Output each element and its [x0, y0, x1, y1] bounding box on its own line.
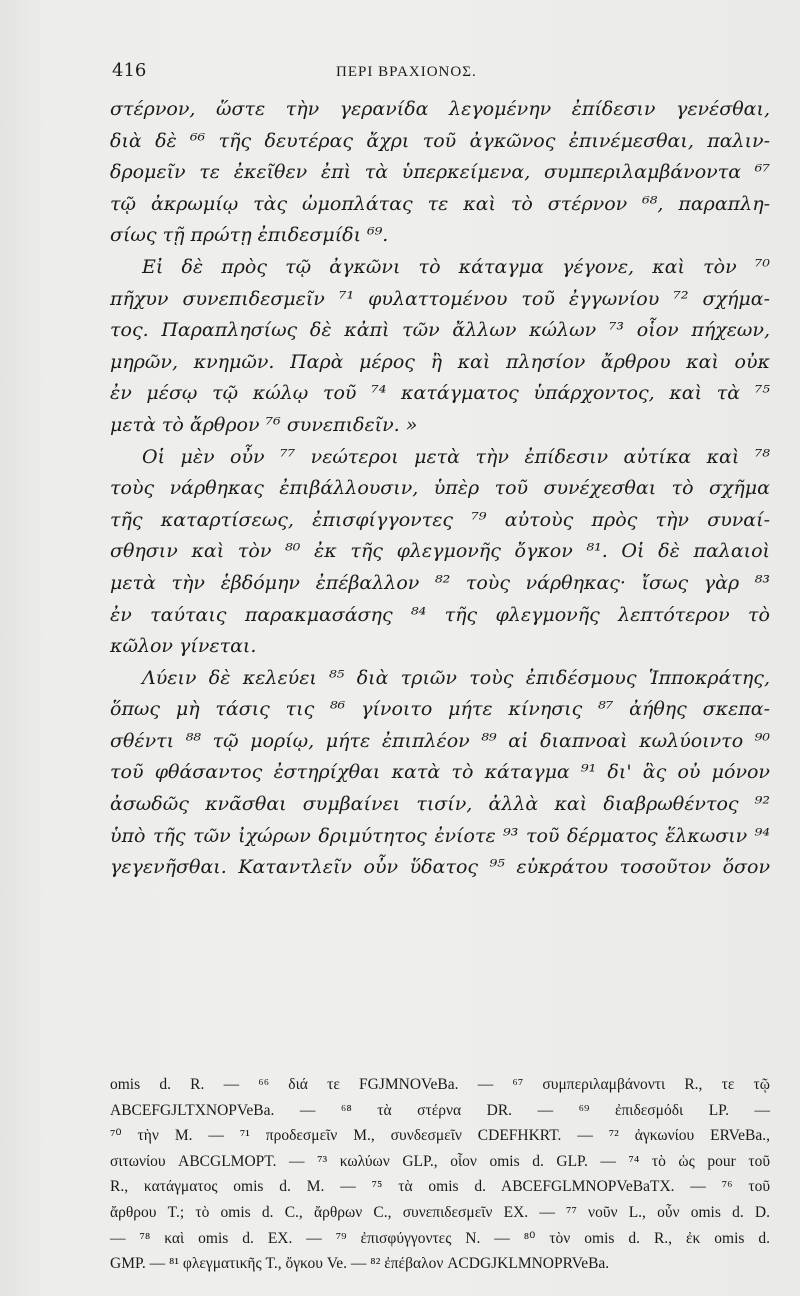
text-line: ἐν ταύταις παρακμασάσης ⁸⁴ τῆς φλεγμονῆς λεπτότερον τὸ [110, 603, 770, 626]
text-line: σθησιν καὶ τὸν ⁸⁰ ἐκ τῆς φλεγμονῆς ὄγκον ⁸¹. Οἱ δὲ παλαιοὶ [110, 540, 770, 563]
text-line: τος. Παραπλησίως δὲ κἀπὶ τῶν ἄλλων κώλων ⁷³ οἷον πήχεων, [110, 319, 770, 342]
paragraph-start-line: Εἰ δὲ πρὸς τῷ ἀγκῶνι τὸ κάταγμα γέγονε, καὶ τὸν ⁷⁰ [142, 255, 770, 278]
text-line: τοὺς νάρθηκας ἐπιβάλλουσιν, ὑπὲρ τοῦ συνέχεσθαι τὸ σχῆμα [110, 477, 770, 500]
main-text [110, 94, 770, 884]
footnote-line: σιτωνίου ABCGLMOPT. — ⁷³ κωλύων GLP., οἷον omis d. GLP. — ⁷⁴ τὸ ὡς pour τοῦ [110, 1152, 770, 1170]
text-line: δρομεῖν τε ἐκεῖθεν ἐπὶ τὰ ὑπερκείμενα, συμπεριλαμβάνοντα ⁶⁷ [110, 161, 770, 184]
footnote-line: ⁷⁰ τὴν M. — ⁷¹ προδεσμεῖν M., συνδεσμεῖν CDEFHKRT. — ⁷² ἀγκωνίου ERVeBa., [110, 1127, 770, 1145]
footnote-line: R., κατάγματος omis d. M. — ⁷⁵ τὰ omis d. ABCEFGLMNOPVeBaTX. — ⁷⁶ τοῦ [110, 1178, 770, 1196]
paragraph-start-line: Λύειν δὲ κελεύει ⁸⁵ διὰ τριῶν τοὺς ἐπιδέσμους Ἱπποκράτης, [142, 666, 770, 689]
text-line: πῆχυν συνεπιδεσμεῖν ⁷¹ φυλαττομένου τοῦ ἐγγωνίου ⁷² σχήμα- [110, 287, 770, 310]
text-line: τῷ ἀκρωμίῳ τὰς ὠμοπλάτας τε καὶ τὸ στέρνον ⁶⁸, παραπλη- [110, 192, 770, 215]
text-line: ὅπως μὴ τάσις τις ⁸⁶ γίνοιτο μήτε κίνησις ⁸⁷ ἀήθης σκεπα- [110, 698, 770, 721]
footnote-line: GMP. — ⁸¹ φλεγματικῆς T., ὄγκου Ve. — ⁸² ἐπέβαλον ACDGJKLMNOPRVeBa. [110, 1255, 610, 1273]
text-line: ἐν μέσῳ τῷ κώλῳ τοῦ ⁷⁴ κατάγματος ὑπάρχοντος, καὶ τὰ ⁷⁵ [110, 382, 770, 405]
text-line: ὑπὸ τῆς τῶν ἰχώρων δριμύτητος ἐνίοτε ⁹³ τοῦ δέρματος ἕλκωσιν ⁹⁴ [110, 824, 770, 847]
text-line: κῶλον γίνεται. [110, 635, 257, 658]
text-line: σίως τῇ πρώτῃ ἐπιδεσμίδι ⁶⁹. [110, 224, 389, 247]
text-line: στέρνον, ὥστε τὴν γερανίδα λεγομένην ἐπίδεσιν γενέσθαι, [110, 98, 770, 120]
text-line: μετὰ τὴν ἑβδόμην ἐπέβαλλον ⁸² τοὺς νάρθηκας· ἴσως γὰρ ⁸³ [110, 571, 770, 594]
footnote-line: omis d. R. — ⁶⁶ διά τε FGJMNOVeBa. — ⁶⁷ συμπεριλαμβάνοντι R., τε τῷ [110, 1076, 770, 1093]
footnote-line: ABCEFGJLTXNOPVeBa. — ⁶⁸ τὰ στέρνα DR. — ⁶⁹ ἐπιδεσμόδι LP. — [110, 1101, 770, 1119]
text-line: γεγενῆσθαι. Καταντλεῖν οὖν ὕδατος ⁹⁵ εὐκράτου τοσοῦτον ὅσον [110, 856, 770, 879]
page-number: 416 [112, 60, 147, 81]
running-title: ΠΕΡΙ ΒΡΑΧΙΟΝΟΣ. [336, 64, 477, 80]
text-line: σθέντι ⁸⁸ τῷ μορίῳ, μήτε ἐπιπλέον ⁸⁹ αἱ διαπνοαὶ κωλύοιντο ⁹⁰ [110, 729, 770, 752]
footnote-line: ἄρθρου T.; τὸ omis d. C., ἄρθρων C., συνεπιδεσμεῖν EX. — ⁷⁷ νοῦν L., οὖν omis d. D. [110, 1203, 770, 1221]
text-line: διὰ δὲ ⁶⁶ τῆς δευτέρας ἄχρι τοῦ ἀγκῶνος ἐπινέμεσθαι, παλιν- [110, 129, 770, 152]
paragraph-start-line: Οἱ μὲν οὖν ⁷⁷ νεώτεροι μετὰ τὴν ἐπίδεσιν αὐτίκα καὶ ⁷⁸ [142, 445, 770, 468]
page-header [112, 60, 760, 90]
text-line: μηρῶν, κνημῶν. Παρὰ μέρος ἢ καὶ πλησίον ἄρθρου καὶ οὐκ [110, 350, 770, 373]
critical-apparatus [110, 1072, 770, 1277]
footnote-line: — ⁷⁸ καὶ omis d. EX. — ⁷⁹ ἐπισφύγγοντες N. — ⁸⁰ τὸν omis d. R., ἐκ omis d. [110, 1229, 770, 1247]
text-line: τοῦ φθάσαντος ἐστηρίχθαι κατὰ τὸ κάταγμα ⁹¹ δι' ἃς οὐ μόνον [110, 761, 770, 784]
text-line: ἀσωδῶς κνᾶσθαι συμβαίνει τισίν, ἀλλὰ καὶ διαβρωθέντος ⁹² [110, 793, 770, 816]
text-line: τῆς καταρτίσεως, ἐπισφίγγοντες ⁷⁹ αὐτοὺς πρὸς τὴν συναί- [110, 508, 770, 531]
text-line: μετὰ τὸ ἄρθρον ⁷⁶ συνεπιδεῖν. » [110, 413, 418, 436]
